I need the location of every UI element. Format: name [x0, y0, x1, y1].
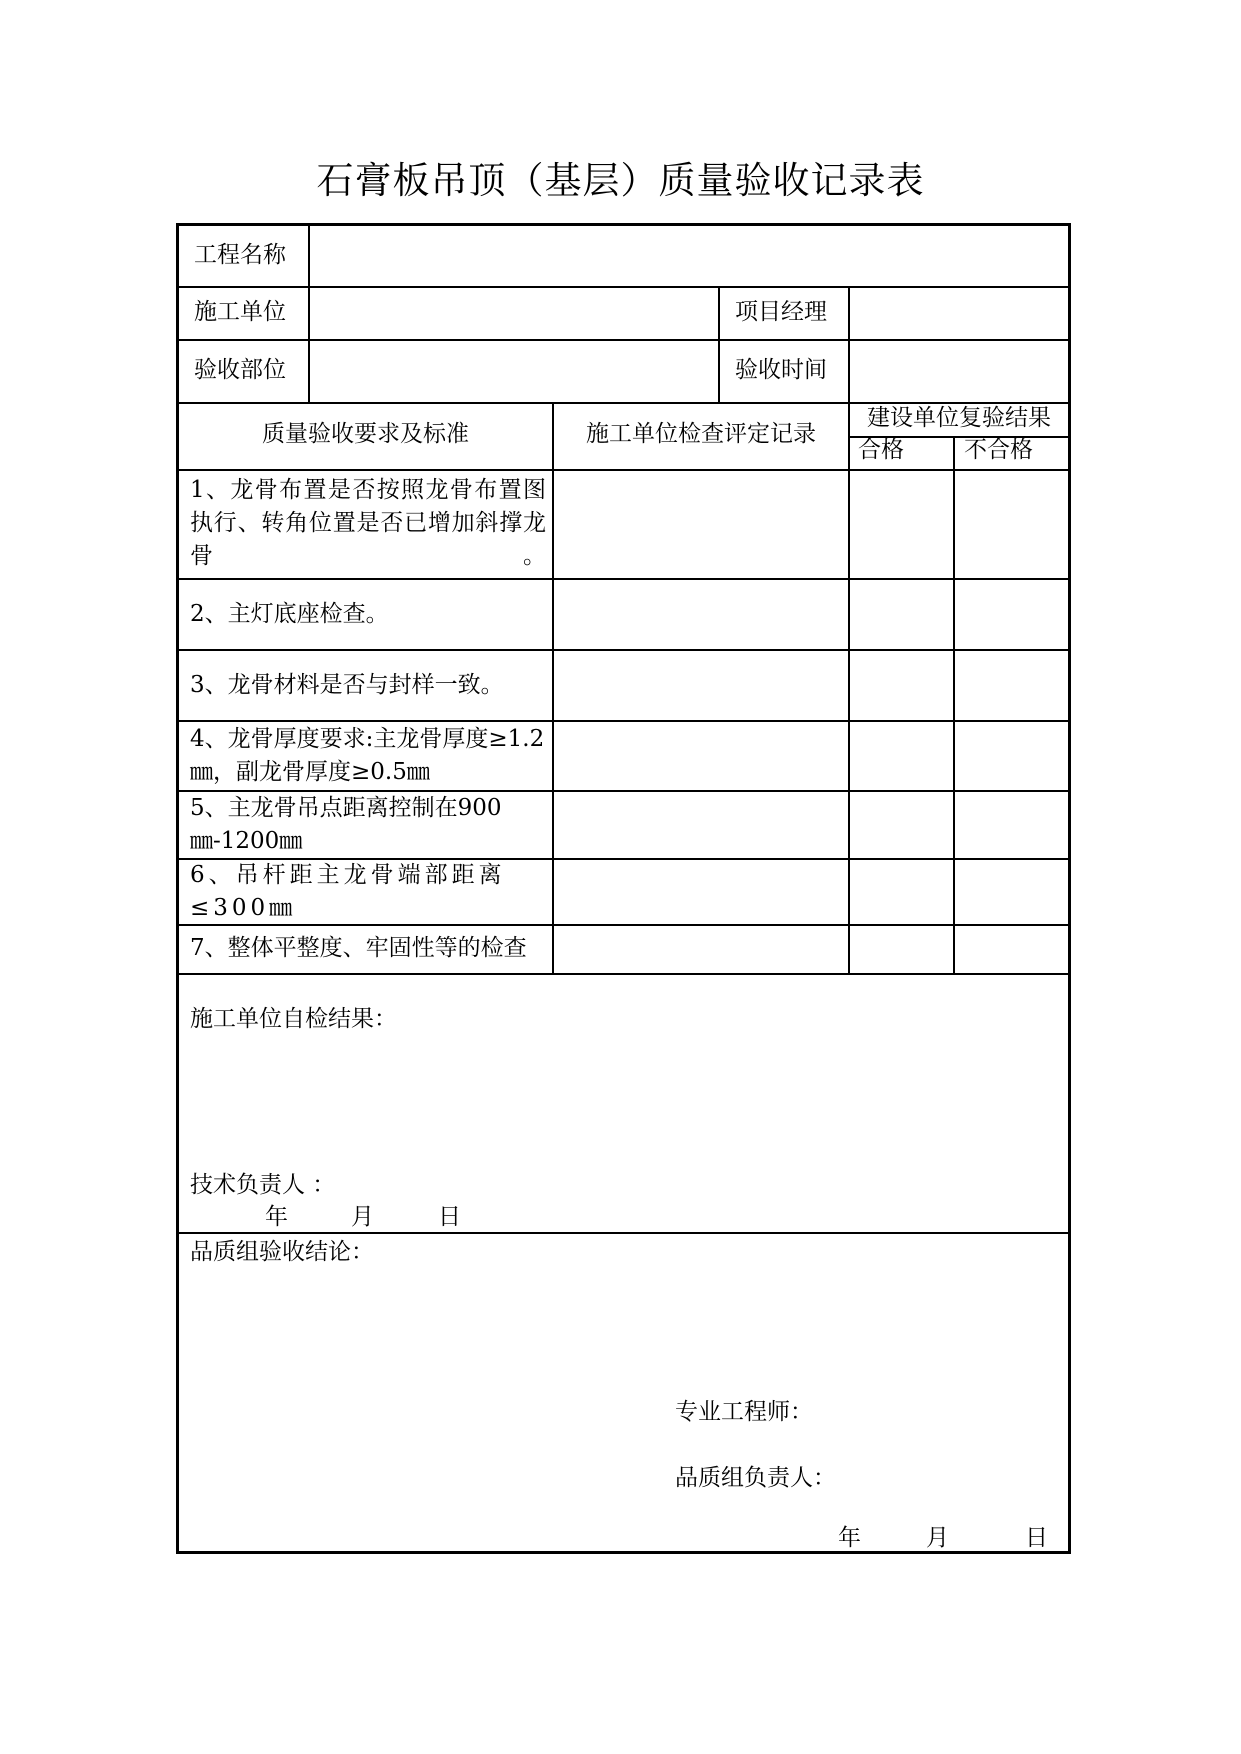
self-check-year: 年: [265, 1204, 288, 1230]
row-divider: [179, 1232, 1068, 1234]
col-divider: [718, 286, 720, 403]
construction-unit-label: 施工单位: [194, 299, 286, 325]
quality-group-label: 品质组验收结论：: [190, 1239, 374, 1265]
group-lead-label: 品质组负责人：: [675, 1465, 836, 1491]
acceptance-record-table: [176, 223, 1071, 1554]
quality-group-day: 日: [1025, 1525, 1048, 1551]
self-check-month: 月: [351, 1204, 374, 1230]
row-divider: [179, 578, 1068, 580]
check-item: 6、吊杆距主龙骨端部距离≤300㎜: [190, 862, 506, 921]
page-title: 石膏板吊顶（基层）质量验收记录表: [316, 159, 925, 202]
row-divider: [179, 339, 1068, 341]
fail-column-header: 不合格: [964, 437, 1033, 463]
acceptance-part-label: 验收部位: [194, 357, 286, 383]
check-item: 2、主灯底座检查。: [190, 601, 389, 627]
col-divider: [848, 402, 850, 974]
self-check-day: 日: [438, 1204, 461, 1230]
standard-column-header: 质量验收要求及标准: [262, 421, 469, 447]
pass-column-header: 合格: [858, 437, 904, 463]
row-divider: [179, 649, 1068, 651]
record-column-header: 施工单位检查评定记录: [586, 421, 816, 447]
project-name-label: 工程名称: [194, 242, 286, 268]
col-divider: [552, 402, 554, 974]
row-divider: [179, 720, 1068, 722]
col-divider: [308, 226, 310, 403]
quality-group-year: 年: [838, 1525, 861, 1551]
row-divider: [179, 469, 1068, 471]
check-item: 5、主龙骨吊点距离控制在900㎜-1200㎜: [190, 795, 502, 854]
check-item: 7、整体平整度、牢固性等的检查: [190, 935, 527, 961]
quality-group-month: 月: [926, 1525, 949, 1551]
row-divider: [179, 973, 1068, 975]
check-item: 4、龙骨厚度要求:主龙骨厚度≥1.2㎜，副龙骨厚度≥0.5㎜: [190, 726, 545, 785]
tech-lead-label: 技术负责人 ：: [190, 1172, 336, 1198]
col-divider: [953, 436, 955, 974]
recheck-column-header: 建设单位复验结果: [867, 405, 1051, 431]
check-item: 1、龙骨布置是否按照龙骨布置图执行、转角位置是否已增加斜撑龙骨。: [190, 477, 546, 569]
acceptance-time-label: 验收时间: [735, 357, 827, 383]
self-check-label: 施工单位自检结果：: [190, 1006, 397, 1032]
check-item: 3、龙骨材料是否与封样一致。: [190, 672, 504, 698]
row-divider: [179, 286, 1068, 288]
col-divider: [848, 286, 850, 403]
project-manager-label: 项目经理: [735, 299, 827, 325]
engineer-label: 专业工程师：: [675, 1399, 813, 1425]
